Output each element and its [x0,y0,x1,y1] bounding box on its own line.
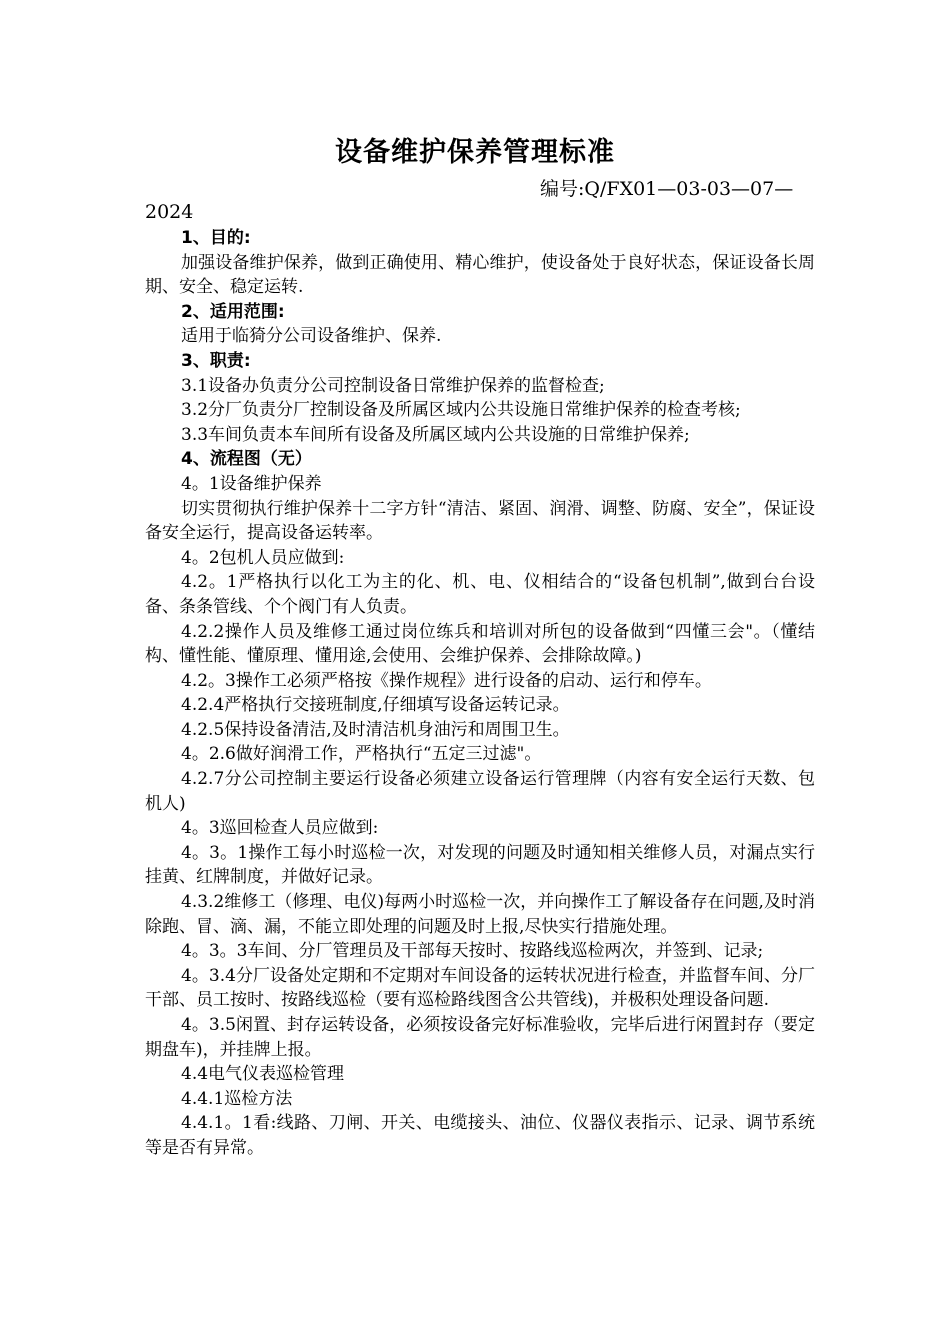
section-heading: 4、流程图（无） [181,449,312,470]
paragraph: 切实贯彻执行维护保养十二字方针“清洁、紧固、润滑、调整、防腐、安全”，保证设备安全运行，提高设备运转率。 [145,498,815,544]
document-body [145,226,815,1161]
paragraph: 4.2。3操作工必须严格按《操作规程》进行设备的启动、运行和停车。 [181,670,712,691]
paragraph: 3.2分厂负责分厂控制设备及所属区域内公共设施日常维护保养的检查考核; [181,400,741,421]
paragraph: 4。3.4分厂设备处定期和不定期对车间设备的运转状况进行检查，并监督车间、分厂干部、员工按时、按路线巡检（要有巡检路线图含公共管线)，并极积处理设备问题. [145,965,815,1011]
paragraph: 4。3.5闲置、封存运转设备，必须按设备完好标准验收，完毕后进行闲置封存（要定期盘车)，并挂牌上报。 [145,1015,815,1060]
paragraph: 3.3车间负责本车间所有设备及所属区域内公共设施的日常维护保养; [181,424,690,445]
paragraph: 4.3.2维修工（修理、电仪)每两小时巡检一次，并向操作工了解设备存在问题,及时消除跑、冒、滴、漏，不能立即处理的问题及时上报,尽快实行措施处理。 [145,892,815,937]
paragraph: 4.2.5保持设备清洁,及时清洁机身油污和周围卫生。 [181,719,570,740]
paragraph: 4.2.4严格执行交接班制度,仔细填写设备运转记录。 [181,695,570,716]
document-number-year: 2024 [145,201,194,223]
paragraph: 4。2包机人员应做到: [181,547,345,568]
section-heading: 1、目的: [181,228,251,248]
paragraph: 4.2.2操作人员及维修工通过岗位练兵和培训对所包的设备做到“四懂三会"。（懂结构、懂性能、懂原理、懂用途,会使用、会维护保养、会排除故障。) [145,621,815,667]
paragraph: 适用于临猗分公司设备维护、保养. [181,326,442,347]
paragraph: 4。1设备维护保养 [181,473,322,494]
paragraph: 3.1设备办负责分公司控制设备日常维护保养的监督检查; [181,375,605,396]
paragraph: 4.4.1巡检方法 [181,1088,293,1109]
paragraph: 4。2.6做好润滑工作，严格执行“五定三过滤"。 [181,744,542,765]
paragraph: 加强设备维护保养，做到正确使用、精心维护，使设备处于良好状态，保证设备长周期、安全、稳定运转. [145,252,815,298]
document-title: 设备维护保养管理标准 [335,137,615,168]
paragraph: 4.2。1严格执行以化工为主的化、机、电、仪相结合的“设备包机制”,做到台台设备、条条管线、个个阀门有人负责。 [145,572,815,617]
section-heading: 3、职责: [181,350,251,371]
document-number: 编号:Q/FX01—03-03—07— [540,178,794,200]
paragraph: 4.2.7分公司控制主要运行设备必须建立设备运行管理牌（内容有安全运行天数、包机人) [145,769,815,814]
paragraph: 4。3巡回检查人员应做到: [181,818,379,839]
section-heading: 2、适用范围: [181,301,285,322]
paragraph: 4。3。3车间、分厂管理员及干部每天按时、按路线巡检两次，并签到、记录; [181,941,764,962]
paragraph: 4.4.1。1看:线路、刀闸、开关、电缆接头、油位、仪器仪表指示、记录、调节系统等是否有异常。 [145,1113,815,1158]
paragraph: 4.4电气仪表巡检管理 [181,1064,345,1085]
paragraph: 4。3。1操作工每小时巡检一次，对发现的问题及时通知相关维修人员，对漏点实行挂黄、红牌制度，并做好记录。 [145,842,815,888]
